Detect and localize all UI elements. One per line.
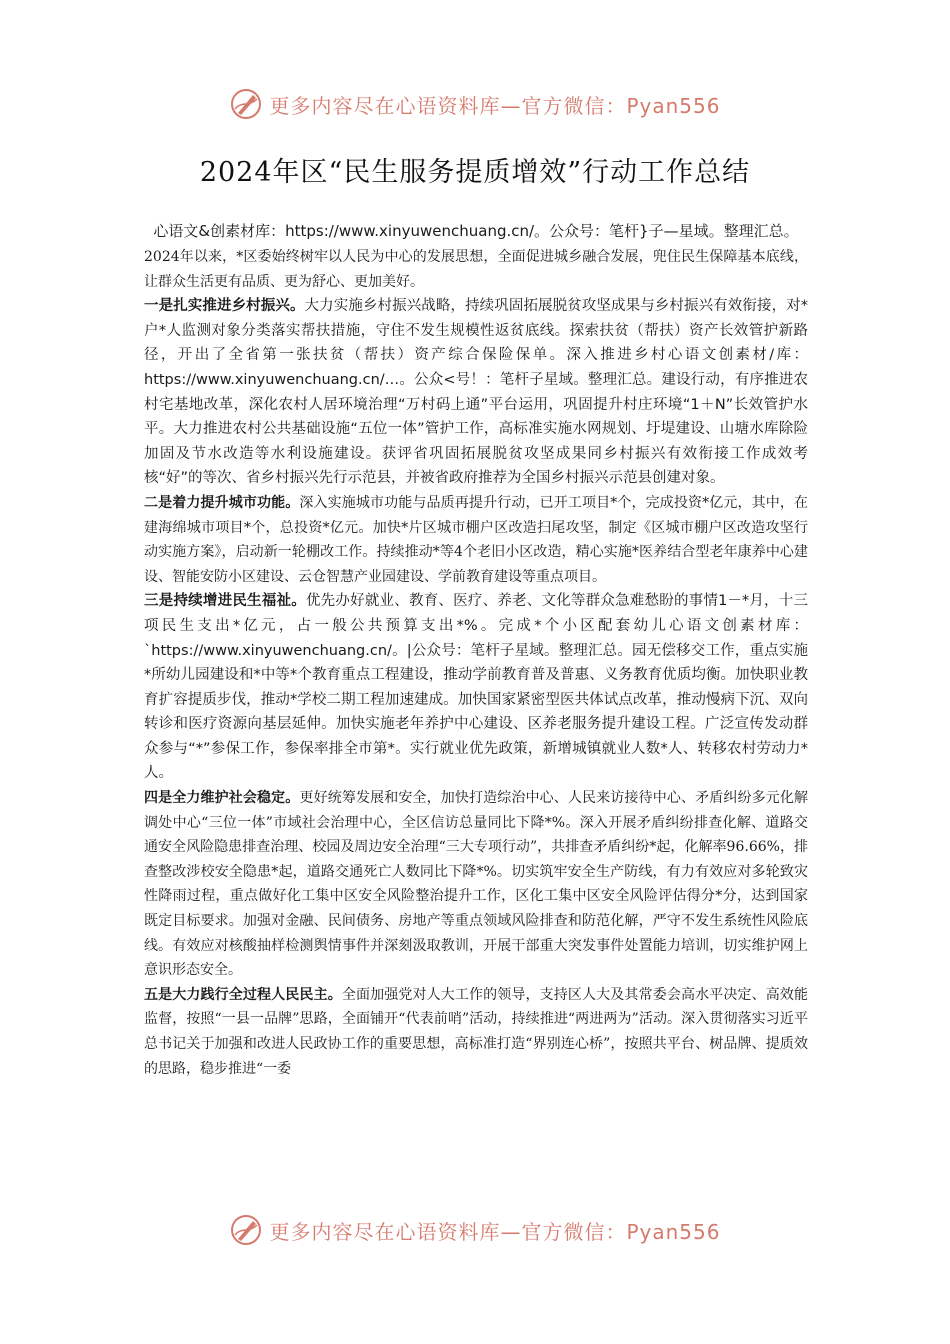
- section-lead: 三是持续增进民生福祉。: [144, 593, 306, 610]
- banner-text: 更多内容尽在心语资料库—官方微信：Pyan556: [269, 1219, 721, 1244]
- section-text: 深入实施城市功能与品质再提升行动，已开工项目*个，完成投资*亿元，其中，在建海绵城市项目*个，总投资*亿元。加快*片区城市棚户区改造扫尾攻坚，制定《区城市棚户区改造攻坚行动实施方案》，启动新一轮棚改工作。持续推动*等4个老旧小区改造，精心实施*医养结合型老年康养中心建设、智能安防小区建设、云仓智慧产业园建设、学前教育建设等重点项目。: [144, 494, 808, 585]
- section-paragraph: [144, 983, 808, 1081]
- page-title: 2024年区“民生服务提质增效”行动工作总结: [199, 157, 751, 188]
- section-text: 大力实施乡村振兴战略，持续巩固拓展脱贫攻坚成果与乡村振兴有效衔接，对*户*人监测对象分类落实帮扶措施，守住不发生规模性返贫底线。探索扶贫（帮扶）资产长效管护新路径，开出了全省第一张扶贫（帮扶）资产综合保险保单。深入推进乡村心语文创素材/库：https://www.xinyuwenchuang.cn/…。公众<号！：笔杆子星域。整理汇总。建设行动，有序推进农村宅基地改革，深化农村人居环境治理“万村码上通”平台运用，巩固提升村庄环境“1＋N”长效管护水平。大力推进农村公共基础设施“五位一体”管护工作，高标准实施水网规划、圩堤建设、山塘水库除险加固及节水改造等水利设施建设。获评省巩固拓展脱贫攻坚成果同乡村振兴有效衔接工作成效考核“好”的等次、省乡村振兴先行示范县，并被省政府推荐为全国乡村振兴示范县创建对象。: [144, 298, 809, 487]
- section-text: 更好统筹发展和安全，加快打造综治中心、人民来访接待中心、矛盾纠纷多元化解调处中心“三位一体”市域社会治理中心，全区信访总量同比下降*%。深入开展矛盾纠纷排查化解、道路交通安全风险隐患排查治理、校园及周边安全治理“三大专项行动”，共排查矛盾纠纷*起，化解率96.66%，排查整改涉校安全隐患*起，道路交通死亡人数同比下降*%。切实筑牢安全生产防线，有力有效应对多轮致灾性降雨过程，重点做好化工集中区安全风险整治提升工作，区化工集中区安全风险评估得分*分，达到国家既定目标要求。加强对金融、民间债务、房地产等重点领域风险排查和防范化解，严守不发生系统性风险底线。有效应对核酸抽样检测舆情事件并深刻汲取教训，开展干部重大突发事件处置能力培训，切实维护网上意识形态安全。: [144, 790, 809, 979]
- document-body: [144, 220, 808, 1081]
- header-banner: [0, 84, 950, 124]
- section-lead: 一是扎实推进乡村振兴。: [144, 298, 305, 315]
- section-paragraph: [144, 491, 808, 589]
- section-text: 全面加强党对人大工作的领导，支持区人大及其常委会高水平决定、高效能监督，按照“一县一品牌”思路，全面铺开“代表前哨”活动，持续推进“两进两为”活动。深入贯彻落实习近平总书记关于加强和改进人民政协工作的重要思想，高标准打造“界别连心桥”，按照共平台、树品牌、提质效的思路，稳步推进“一委: [144, 986, 809, 1077]
- section-text: 优先办好就业、教育、医疗、养老、文化等群众急难愁盼的事情1－*月，十三项民生支出*亿元，占一般公共预算支出*%。完成*个小区配套幼儿心语文创素材库：`https://www.xinyuwenchuang.cn/。|公众号：笔杆子星域。整理汇总。园无偿移交工作，重点实施*所幼儿园建设和*中等*个教育重点工程建设，推动学前教育普及普惠、义务教育优质均衡。加快职业教育扩容提质步伐，推动*学校二期工程加速建成。加快国家紧密型医共体试点改革，推动慢病下沉、双向转诊和医疗资源向基层延伸。加快实施老年养护中心建设、区养老服务提升建设工程。广泛宣传发动群众参与“*”参保工作，参保率排全市第*。实行就业优先政策，新增城镇就业人数*人、转移农村劳动力*人。: [144, 593, 808, 782]
- footer-banner: [0, 1210, 950, 1250]
- section-lead: 五是大力践行全过程人民民主。: [144, 986, 342, 1003]
- section-lead: 四是全力维护社会稳定。: [144, 790, 300, 807]
- pen-logo-icon: [229, 87, 263, 121]
- section-lead: 二是着力提升城市功能。: [144, 494, 300, 511]
- banner-text: 更多内容尽在心语资料库—官方微信：Pyan556: [269, 93, 721, 118]
- section-paragraph: [144, 589, 808, 786]
- source-line: 心语文&创素材库：https://www.xinyuwenchuang.cn/。公众号：笔杆}子—星域。整理汇总。: [153, 222, 799, 240]
- section-paragraph: [144, 294, 808, 491]
- intro-paragraph: 2024年以来，*区委始终树牢以人民为中心的发展思想，全面促进城乡融合发展，兜住民生保障基本底线，让群众生活更有品质、更为舒心、更加美好。: [144, 249, 808, 290]
- pen-logo-icon: [229, 1213, 263, 1247]
- section-paragraph: [144, 786, 808, 983]
